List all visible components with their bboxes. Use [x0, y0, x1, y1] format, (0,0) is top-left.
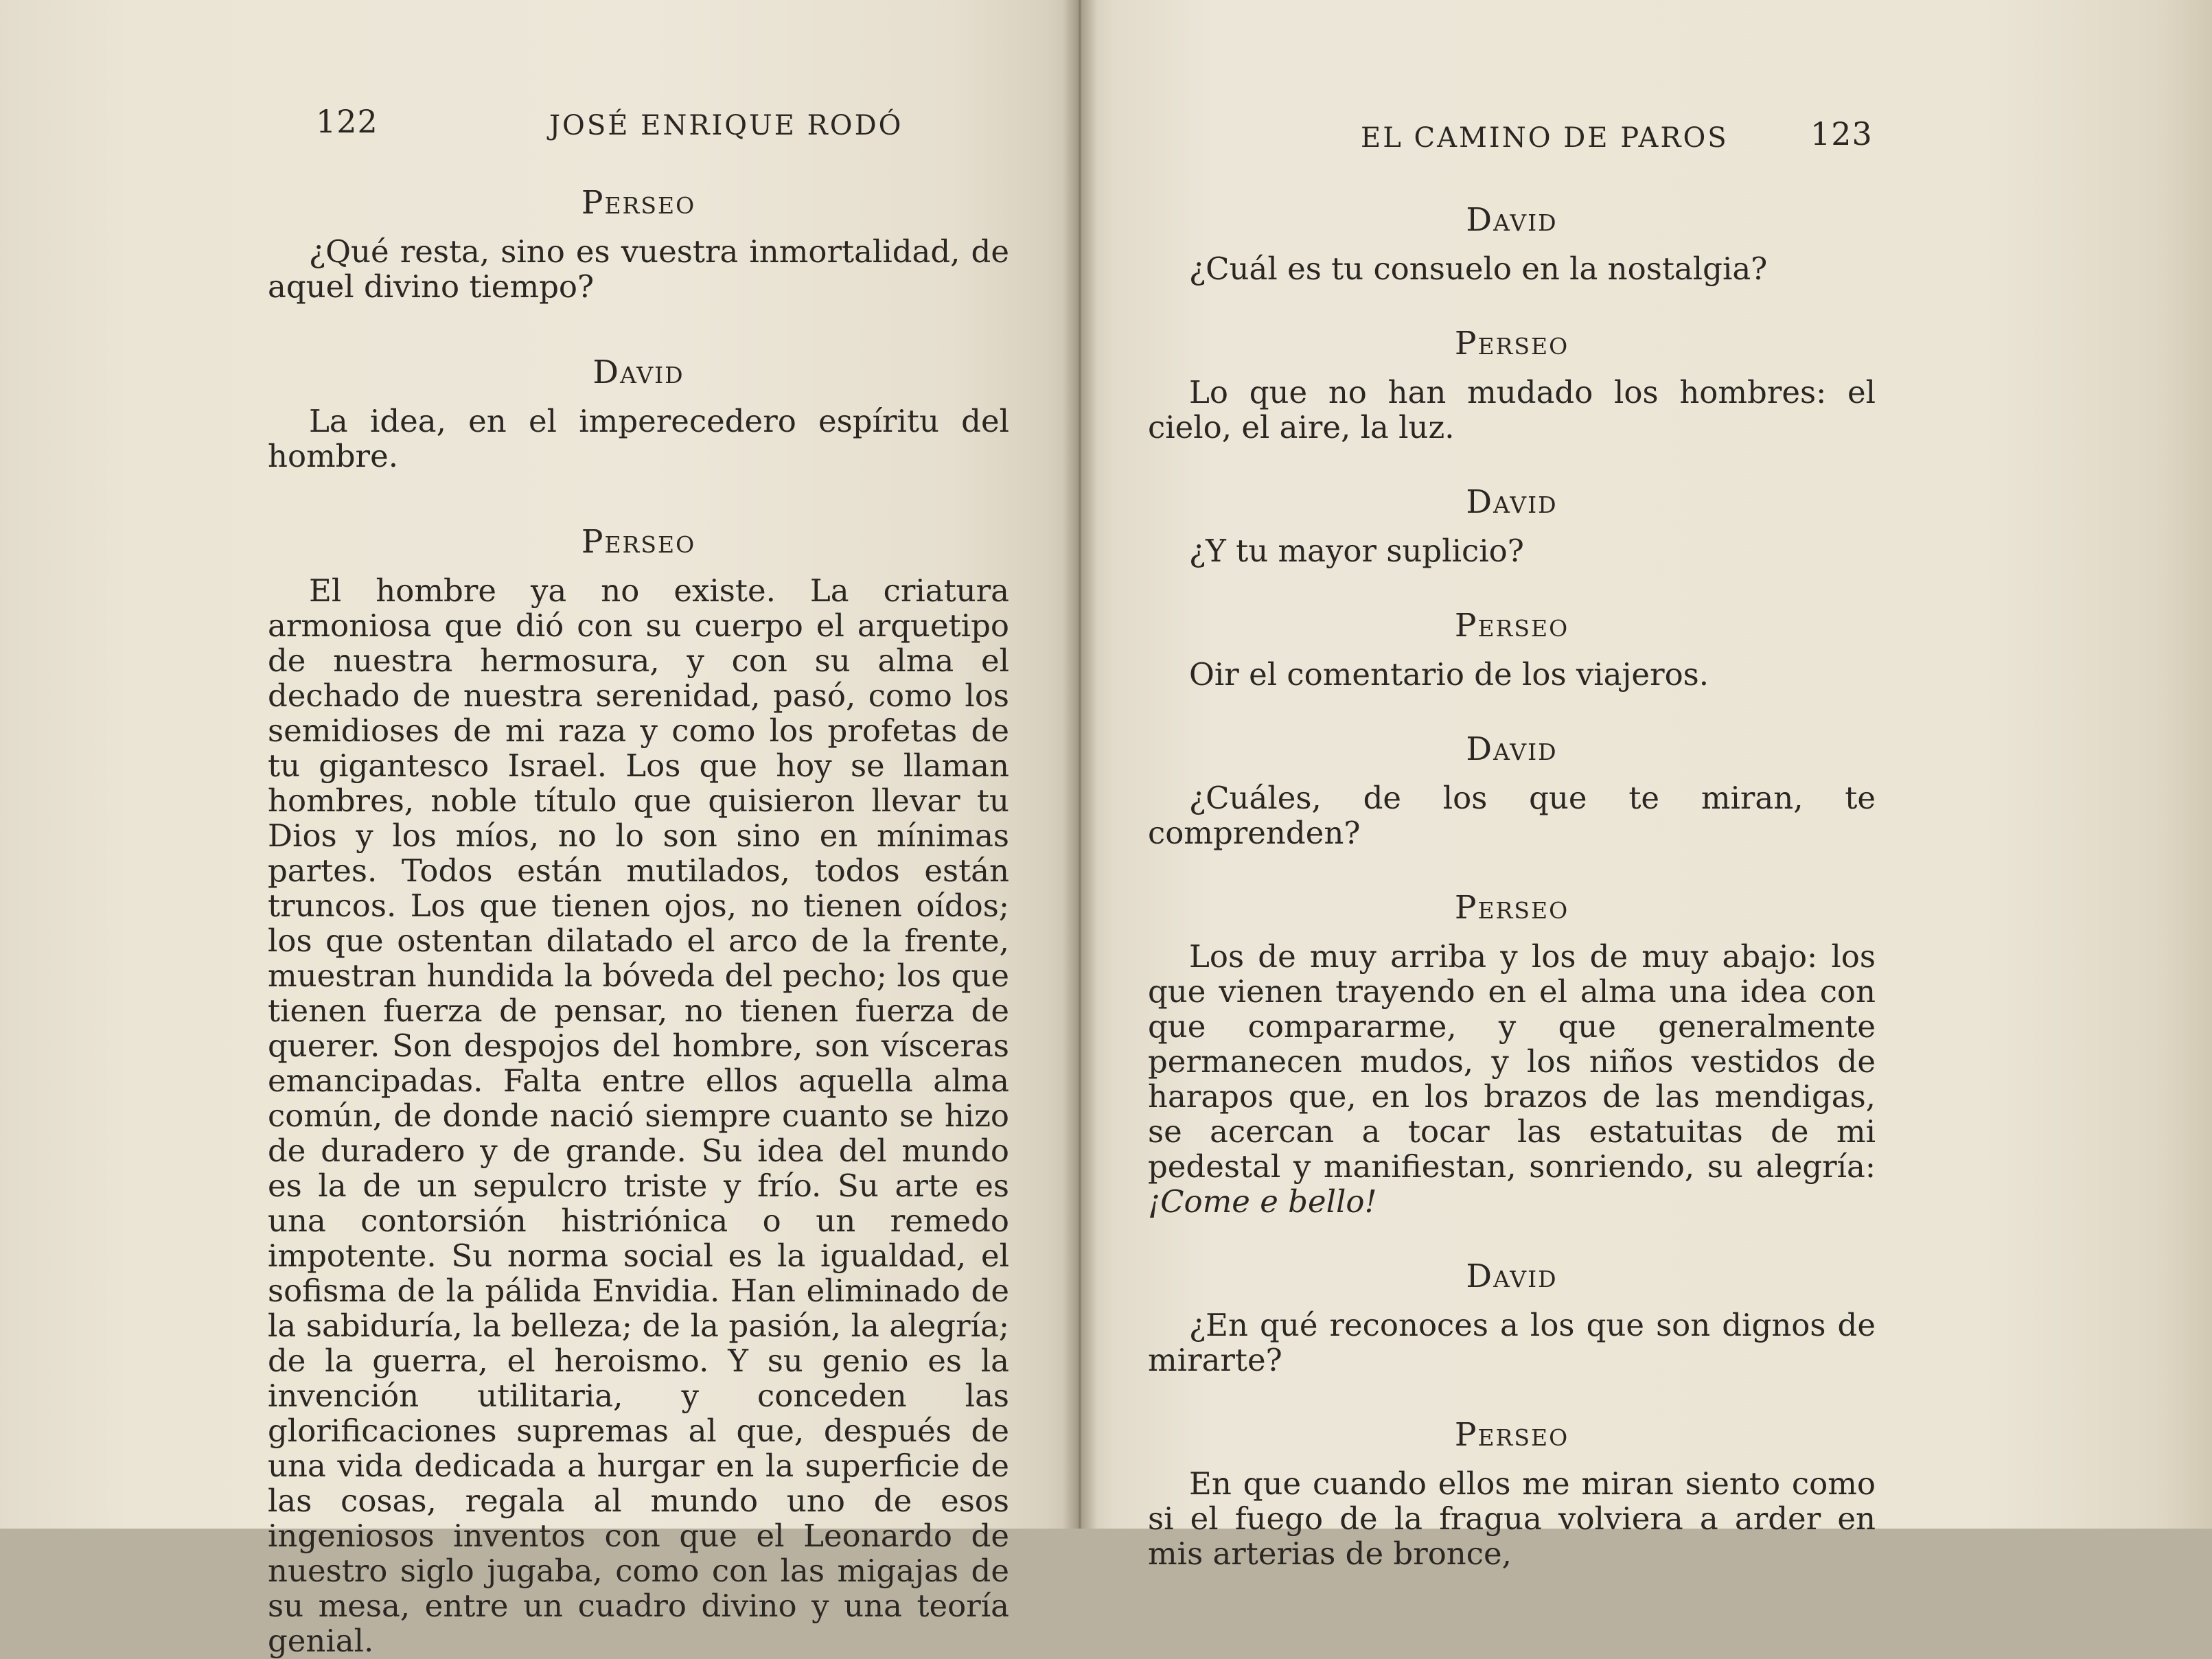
speech-text: ¿En qué reconoces a los que son dignos de mirarte? — [1148, 1307, 1876, 1378]
book-gutter — [1063, 0, 1097, 1529]
speech-text: Lo que no han mudado los hombres: el cielo, el aire, la luz. — [1148, 374, 1876, 445]
text-column — [1148, 202, 1876, 1571]
speech-text: Oir el comentario de los viajeros. — [1189, 656, 1709, 693]
right-page — [1079, 0, 2212, 1572]
speaker-name: Perseo — [1454, 607, 1569, 645]
running-head: EL CAMINO DE PAROS — [1361, 122, 1729, 154]
speaker-name: David — [1466, 483, 1558, 521]
speaker-name: Perseo — [1454, 889, 1569, 927]
speech-text: En que cuando ellos me miran siento como si el fuego de la fragua volviera a arder en mis arterias de bronce, — [1148, 1465, 1876, 1572]
speech-text: ¿Cuáles, de los que te miran, te comprenden? — [1148, 780, 1876, 851]
speech-text: La idea, en el imperecedero espíritu del hombre. — [268, 403, 1009, 474]
speech-text-italic: ¡Come e bello! — [1148, 1183, 1377, 1220]
page-number: 123 — [1810, 115, 1873, 152]
speech-text: El hombre ya no existe. La criatura armoniosa que dió con su cuerpo el arquetipo de nuestra hermosura, y con su alma el dechado de nuestra serenidad, pasó, como los semidioses de mi raza y como los profetas de tu gigantesco Israel. Los que hoy se llaman hombres, noble título que quisieron llevar tu Dios y los míos, no lo son sino en mínimas partes. Todos están mutilados, todos están truncos. Los que tienen ojos, no tienen oídos; los que ostentan dilatado el arco de la frente, muestran hundida la bóveda del pecho; los que tienen fuerza de pensar, no tienen fuerza de querer. Son despojos del hombre, son vísceras emancipadas. Falta entre ellos aquella alma común, de donde nació siempre cuanto se hizo de duradero y de grande. Su idea del mundo es la de un sepulcro triste y frío. Su arte es una contorsión histriónica o un remedo impotente. Su norma social es la igualdad, el sofisma de la pálida Envidia. Han eliminado de la sabiduría, la belleza; de la pasión, la alegría; de la guerra, el heroismo. Y su genio es la invención utilitaria, y conceden las glorificaciones supremas al que, después de una vida dedicada a hurgar en la superficie de las cosas, regala al mundo uno de esos ingeniosos inventos con que el Leonardo de nuestro siglo jugaba, como con las migajas de su mesa, entre un cuadro divino y una teoría genial. — [268, 572, 1009, 1659]
speaker-name: David — [1466, 730, 1558, 768]
text-column — [268, 185, 1009, 1658]
speaker-name: Perseo — [581, 523, 696, 561]
speaker-name: David — [592, 353, 684, 391]
speaker-name: Perseo — [581, 184, 696, 222]
running-head: JOSÉ ENRIQUE RODÓ — [549, 110, 903, 141]
speech-text: ¿Y tu mayor suplicio? — [1189, 533, 1524, 569]
page-number: 122 — [316, 103, 378, 140]
speaker-name: David — [1466, 1257, 1558, 1295]
speech-text: ¿Qué resta, sino es vuestra inmortalidad, de aquel divino tiempo? — [268, 233, 1009, 305]
speech-text — [1148, 939, 1876, 1219]
speech-text: ¿Cuál es tu consuelo en la nostalgia? — [1189, 251, 1768, 287]
speaker-name: David — [1466, 201, 1558, 239]
speaker-name: Perseo — [1454, 1416, 1569, 1454]
left-page — [0, 0, 1079, 1659]
speech-text-roman: Los de muy arriba y los de muy abajo: los que vienen trayendo en el alma una idea con que compararme, y que generalmente permanecen mudos, y los niños vestidos de harapos que, en los brazos de las mendigas, se acercan a tocar las estatuitas de mi pedestal y manifiestan, sonriendo, su alegría: — [1148, 938, 1876, 1185]
speaker-name: Perseo — [1454, 325, 1569, 362]
